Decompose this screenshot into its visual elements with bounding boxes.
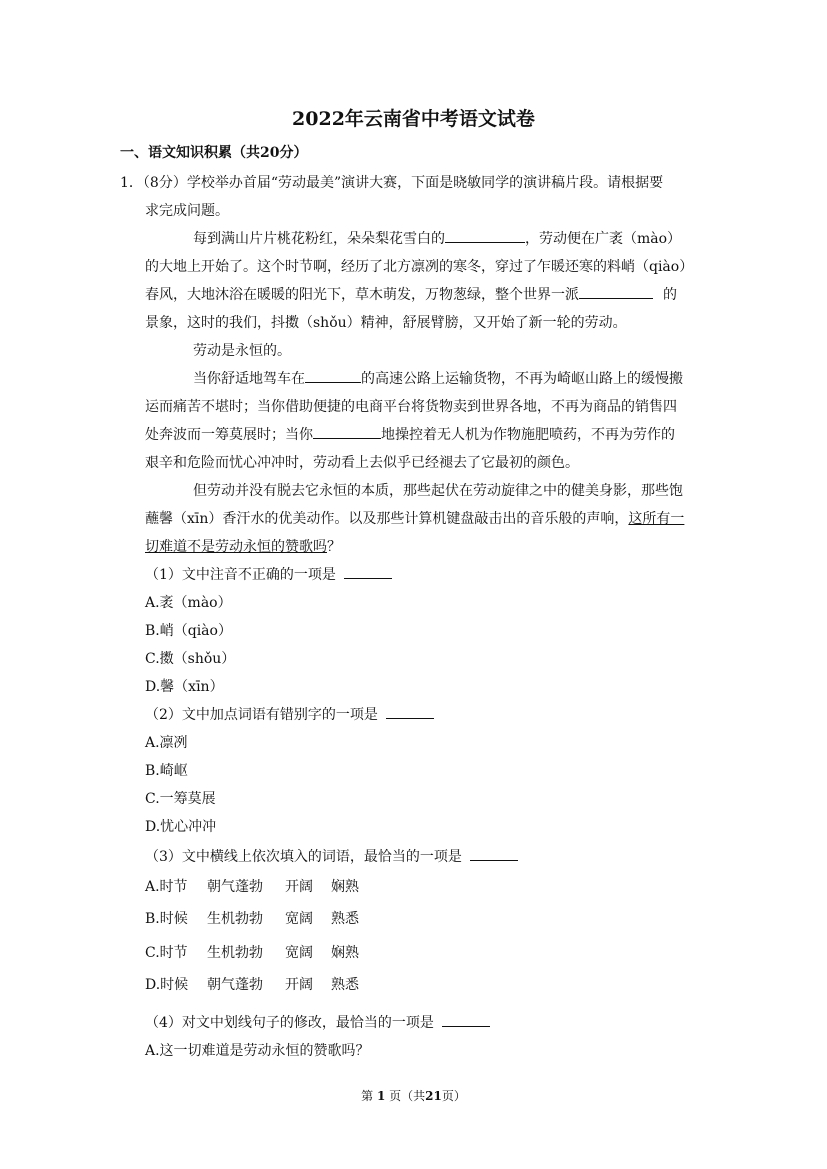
- passage-line: 春风，大地沐浴在暖暖的阳光下，草木萌发，万物葱绿，整个世界一派 的: [145, 287, 677, 303]
- document-page: 2022年云南省中考语文试卷 一、语文知识积累（共20分） 1．（8分）学校举办首届“劳动最美”演讲大赛，下面是晓敏同学的演讲稿片段。请根据要 求完成问题。 每到满山片片桃花粉红，朵朵梨花雪白的 ，劳动便在广袤（mào） 的大地上开始了。这个时节啊，经历了北方凛冽的寒冬，穿过了乍暖还寒的料峭（qiào） 春风，大地沐浴在暖暖的阳光下，草木萌发，万物葱绿，整个世界一派 的 景象，这时的我们，抖擞（shǒu）精神，舒展臂膀，又开始了新一轮的劳动。 劳动是永恒的。 当你舒适地驾车在 的高速公路上运输货物，不再为崎岖山路上的缓慢搬 运而痛苦不堪时；当你借助便捷的电商平台将货物卖到世界各地，不再为商品的销售四 处奔波而一筹莫展时；当你 地操控着无人机为作物施肥喷药，不再为劳作的 艰辛和危险而忧心冲冲时，劳动看上去似乎已经褪去了它最初的颜色。 但劳动并没有脱去它永恒的本质，那些起伏在劳动旋律之中的健美身影，那些饱 蘸馨（xīn）香汗水的优美动作。以及那些计算机键盘敲击出的音乐般的声响，这所有一 切难道不是劳动永恒的赞歌吗？ （1）文中注音不正确的一项是 A.袤（mào） B.峭（qiào） C.擞（shǒu） D.馨（xīn） （2）文中加点词语有错别字的一项是 A.凛冽 B.崎岖 C.一筹莫展 D.忧心冲冲 （3）文中横线上依次填入的词语，最恰当的一项是 A.时节 朝气蓬勃 开阔 娴熟 B.时候 生机勃勃 宽阔 熟悉 C.时节 生机勃勃 宽阔 娴熟 D.时候 朝气蓬勃 开阔 熟悉 （4）对文中划线句子的修改，最恰当的一项是 A.这一切难道是劳动永恒的赞歌吗？ 第 1 页（共21页）: [0, 0, 827, 1169]
- section-heading: 一、语文知识积累（共20分）: [120, 145, 308, 161]
- question-intro-cont: 求完成问题。: [145, 203, 229, 219]
- sub-question-4: （4）对文中划线句子的修改，最恰当的一项是: [145, 1012, 490, 1032]
- option-c: C.擞（shǒu）: [145, 651, 236, 667]
- passage-line: 蘸馨（xīn）香汗水的优美动作。以及那些计算机键盘敲击出的音乐般的声响，这所有一: [145, 511, 685, 527]
- passage-line: 艰辛和危险而忧心冲冲时，劳动看上去似乎已经褪去了它最初的颜色。: [145, 455, 579, 471]
- passage-line: 劳动是永恒的。: [193, 343, 291, 359]
- passage-line: 但劳动并没有脱去它永恒的本质，那些起伏在劳动旋律之中的健美身影，那些饱: [193, 483, 683, 499]
- option-d: D.忧心冲冲: [145, 819, 217, 835]
- passage-line: 每到满山片片桃花粉红，朵朵梨花雪白的 ，劳动便在广袤（mào）: [193, 231, 682, 247]
- sub-question-2: （2）文中加点词语有错别字的一项是: [145, 704, 434, 724]
- passage-line: 切难道不是劳动永恒的赞歌吗？: [145, 539, 341, 555]
- passage-line: 运而痛苦不堪时；当你借助便捷的电商平台将货物卖到世界各地，不再为商品的销售四: [145, 399, 677, 415]
- sub-question-3: （3）文中横线上依次填入的词语，最恰当的一项是: [145, 846, 518, 866]
- option-a: A.凛冽: [145, 735, 188, 751]
- passage-line: 的大地上开始了。这个时节啊，经历了北方凛冽的寒冬，穿过了乍暖还寒的料峭（qiào）: [145, 259, 694, 275]
- question-intro: 1．（8分）学校举办首届“劳动最美”演讲大赛，下面是晓敏同学的演讲稿片段。请根据要: [120, 175, 664, 191]
- page-footer: 第 1 页（共21页）: [361, 1089, 466, 1103]
- underlined-sentence: 这所有一: [628, 511, 685, 527]
- sub-question-1: （1）文中注音不正确的一项是: [145, 564, 392, 584]
- passage-line: 处奔波而一筹莫展时；当你 地操控着无人机为作物施肥喷药，不再为劳作的: [145, 427, 675, 443]
- passage-line: 当你舒适地驾车在 的高速公路上运输货物，不再为崎岖山路上的缓慢搬: [193, 371, 683, 387]
- total-pages: 21: [425, 1089, 442, 1103]
- passage-line: 景象，这时的我们，抖擞（shǒu）精神，舒展臂膀，又开始了新一轮的劳动。: [145, 315, 627, 331]
- option-b: B.崎岖: [145, 763, 188, 779]
- option-b: B.峭（qiào）: [145, 623, 232, 639]
- option-d: D.馨（xīn）: [145, 679, 224, 695]
- option-c: C.一筹莫展: [145, 791, 216, 807]
- option-a: A.这一切难道是劳动永恒的赞歌吗？: [145, 1043, 370, 1059]
- option-a: A.袤（mào）: [145, 595, 232, 611]
- page-title: 2022年云南省中考语文试卷: [292, 108, 535, 130]
- underlined-sentence: 切难道不是劳动永恒的赞歌吗: [145, 539, 327, 555]
- current-page-number: 1: [376, 1089, 386, 1103]
